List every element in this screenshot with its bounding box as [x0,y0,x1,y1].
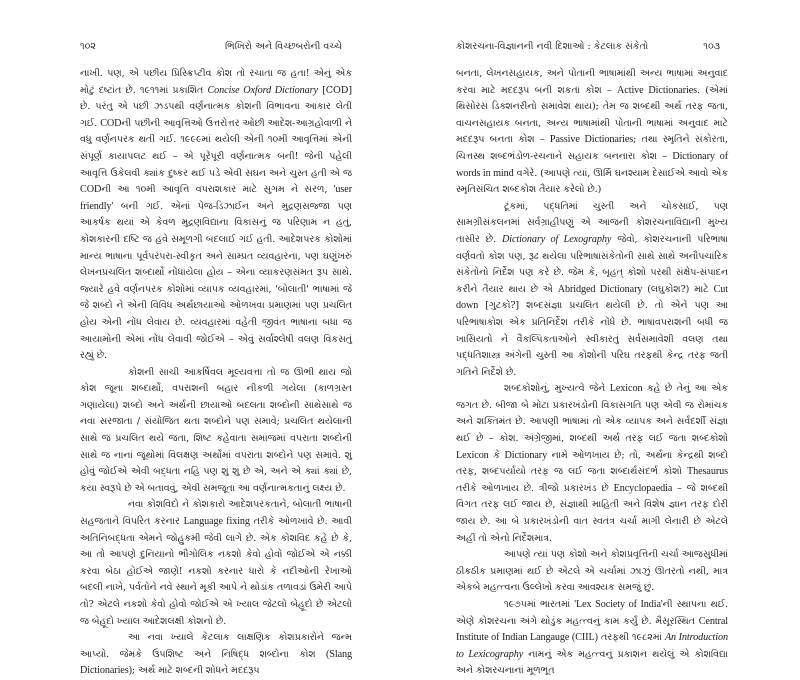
running-head-left [80,41,342,52]
english-term: An Introduction to Lexicography [456,632,728,660]
text-run: તરીકે ઓળખાય છે. ત્રીજો પ્રકારખંડ છે [456,482,614,494]
text-run: [ગુટકો?] શબ્દસંજ્ઞા પ્રચલિત થયેલી છે. તો એને પણ આ પરિભાષાકોશ એક પ્રતિનિર્દેશ તરીકે નોંધે છે. ભાષાવપરાશની બધી જ ખાસિયતો ને વૈકલ્પિકતાઓને સ્વીકારતું સર્વસમાવેશી વલણ તથા પદ્ધતિશાસ્ત્ર અંગેની ચુસ્તી આ કોશોની પરિઘ તરફથી કેન્દ્ર તરફ જતી ગતિને નિર્દેશે છે. [456,300,728,378]
page-number: ૧૦૩ [703,41,720,52]
text-run: તરીકે ઓળખાવે છે. આવી અતિનિબદ્ધતા એમને જોહુકમી જેવી લાગે છે. એક કોશવિદ કહે છે કે, આ તો આપણે દુનિયાનો ભૌગોલિક નકશો કેવો હોવો જોઈએ એ નક્કી કરવા બેઠા હોઈએ જાણે! નકશો કરનાર ધારો કે નદીઓની રેખાઓ બદલી નાખે, પર્વતોને નવે સ્થાને મૂકી આપે ને થોડાંક તળાવડાં ઉમેરી આપે તો? એટલે નકશો કેવો હોવો જોઈએ એ ખ્યાલ જેટલો બેહૂદો છે એટલો જ બેહૂદો ખ્યાલ આદેશલક્ષી કોશનો છે. [80,516,352,627]
text-run: શબ્દકોશોનું, મુખ્યત્વે જેને [504,383,610,395]
text-run: નાખી. પણ, એ પછીય પ્રિસ્ક્રિપ્ટીવ કોશ તો રચાતા જ હતા! એનું એક મોટું દષ્ટાંત છે. ૧૯૧૧માં પ્રકાશિત [80,68,352,96]
text-run: . (એમાં થિસોરસ ડિક્શનરીનો સમાવેશ થાય); તેમ જ શબ્દથી અર્થ તરફ જતા, વાચનસહાયક બનતા, અન્ય ભાષામાંથી પોતાની ભાષામાં અનુવાદ માટે મદદરૂપ બનતા કોશ – [456,84,728,146]
english-term: Central Institute of Indian Langauge (CIIL) [456,615,728,644]
text-run: તરફથી ૧૯૮૨માં [597,632,665,644]
english-term: Abridged Dictionary [557,283,643,295]
text-run: કે [488,449,505,461]
paragraph [456,199,728,382]
body-text [456,66,728,680]
english-term: Dictionary of words in mind [456,150,728,179]
paragraph [80,66,352,365]
paragraph [456,66,728,199]
text-run: જેવો, કોશરચનાની પરિભાષા વર્ણવતો કોશ પણ, રૂઢ થયેલા પરિભાષાસંકેતોની સાથે સાથે અનૌપચારિક સંકેતોનો નિર્દેશ પણ કરે છે. જેમ કે, બૃહત્ કોશો પરથી સંક્ષેપ-સંપાદન કરીને તૈયાર થાય છે એ [456,233,728,295]
english-term: Thesaurus [687,466,728,478]
running-head-right [456,41,720,52]
text-run: આ નવા ખ્યાલે કેટલાક લાક્ષણિક કોશપ્રકારોને જન્મ આપ્યો. જેમકે ઉપશિષ્ટ અને નિષિદ્ધ શબ્દોના કોશ [80,632,352,660]
text-run: કોશની સાચી આકર્ષિવલ મૂલ્યવત્તા તો જ ઊભી થાય જો કોશ જૂના શબ્દાર્થો, વપરાશની બહાર નીકળી ગયેલા (કાળગ્રસ્ત ગણાયેલા) શબ્દો અને અર્થની છાયાઓ બદલતા શબ્દોની સાથેસાથે જ નવા સરજાતા / સંયોજિત થતા શબ્દોને પણ સમાવે; પ્રચલિત થયેલાની સાથે જ પ્રચલિત થયે જતા, શિષ્ટ કહેવાતા સમાજમાં વપરાતા શબ્દોની સાથે જ નાનાં જૂથોમાં વિલક્ષણ અર્થોમાં વપરાતા શબ્દોને પણ સમાવે. શું હોવું જોઈએ એવી બદ્ધતા નહિ પણ શું શું છે એ, અને એ ક્યાં ક્યાં છે, કયા સ્વરૂપે છે એ બતાવવું, એવી સમજૂતા આ વર્ણનાત્મકતાનું લક્ષ્ય છે. [80,366,352,494]
paragraph [456,597,728,680]
english-term: Active Dictionaries [617,84,698,96]
text-run: [COD] છે. પરંતુ એ પછી ઝડપથી વર્ણનાત્મક કોશની વિભાવના આકાર લેતી ગઈ. [80,84,352,129]
text-run: બની ગઈ. એનાં પેજ-ડિઝાઈન અને મુદ્રણસજ્જા પણ આકર્ષક થયાં એ કેવળ મુદ્રણવિદ્યાના વિકાસનું જ પરિણામ ન હતું, કોશકારની દષ્ટિ જ હવે સમૂળગી બદલાઈ ગઈ હતી. આદેશપરક કોશોમાં માન્ય ભાષાના પૂર્વપરંપરા-સ્વીકૃત અને સામ્પ્રત વ્યવહારના, પણ ઘણુંખરું લેખનપ્રચલિત શબ્દાર્થો નોંધાયેલા હોય – એના વ્યાકરણસંમત રૂપ સાથે. જ્યારે હવે વર્ણનપરક કોશોમાં વ્યાપક વ્યવહારમાં, 'બોલાતી' ભાષામાં જે જે શબ્દો ને એની વિવિધ અર્થછાયાઓ ઓળખવા પ્રમાણમાં પણ પ્રચલિત હોય એની નોંધ લેવાય છે. વ્યવહારમાં વહેતી જીવંત ભાષાના બધા જ આયામોની એમાં નોંધ લેવાવી જોઈએ – એવું સર્વાશ્લેષી વલણ વિકસતું રહ્યું છે. [80,200,352,362]
text-run: ની પછીની આવૃત્તિઓ ઉત્તરોત્તર ઓછી આદેશ-આગ્રહોવાળી ને વધુ વર્ણનપરક થતી ગઈ. ૧૯૯૯માં થયેલી એની ૧૦મી આવૃત્તિમાં એની સંપૂર્ણ કાયાપલટ થઈ – એ પૂરેપૂરી વર્ણનાત્મક બની! જેની પહેલી આવૃત્તિ ઉકેલવી ક્યાંક દુષ્કર થઈ પડે એવી સઘન અને ચુસ્ત હતી એ જ [80,117,352,179]
paragraph [456,547,728,597]
running-title: કોશરચના-વિજ્ઞાનની નવી દિશાઓ : કેટલાક સંકેતો [456,41,649,52]
text-run: – જે શબ્દથી વિગત તરફ લઈ જાય છે, સંજ્ઞાથી માહિતી અને વિશેષ જ્ઞાન તરફ દોરી જાય છે. આ બે પ્રકારખંડોની વાત સ્વતંત્ર ચર્ચા માગી લેનારી છે એટલે અહીં તો એનો નિર્દેશમાત્ર. [456,482,729,544]
text-run: આપણે ત્યાં પણ કોશો અને કોશપ્રવૃત્તિની ચર્ચા આજસુધીમાં ઠીકઠીક પ્રમાણમાં થઈ છે એટલે એ ચર્ચામાં ઝાઝું ઊતરતો નથી, માત્ર એકબે મહત્ત્વના ઉલ્લેખો કરવા આવશ્યક સમજું છું. [456,549,728,594]
english-term: Dictionary [504,449,548,461]
text-run: વગેરે. (આપણે ત્યાં, ઊર્મિ ઘનશ્યામ દેસાઈએ આવો એક સ્મૃતિસંચિત શબ્દકોશ તૈયાર કરેલો છે.) [456,167,728,196]
text-run: બનતા, લેખનસહાયક, અને પોતાની ભાષામાંથી અન્ય ભાષામાં અનુવાદ કરવા માટે મદદરૂપ બની શકતા કોશ – [456,68,728,96]
english-term: (Slang Dictionaries) [80,648,352,677]
running-title: ભિખિરો અને વિચ્છબરોની વચ્ચે [225,41,342,52]
english-term: Encyclopaedia [613,482,673,494]
paragraph [80,365,352,498]
text-run: ; તથા સ્મૃતિને સંકોરતા, ચિત્તસ્થ શબ્દભંડોળ-રચનાને સહાયક બનનારા કોશ – [456,134,728,162]
english-term: Concise Oxford Dictionary [207,84,318,96]
text-run: ૧૯૭૫માં ભારતમાં [504,599,575,610]
text-run: ; અર્થ માટે શબ્દની શોધને મદદરૂપ [131,665,260,677]
english-term: 'user friendly' [80,184,352,212]
text-run: નામનું એક મહત્ત્વનું પ્રકાશન થયેલું એ કોશવિદ્યા અને કોશરચનાનાં મૂળભૂત [456,648,728,677]
text-run: ની સ્થાપના થઈ. એણે કોશરચના અંગે થોડુંક મહત્ત્વનું કામ કર્યું છે. મૈસૂરસ્થિત [456,599,728,627]
paragraph [456,381,728,547]
english-term: COD [100,117,122,129]
text-run: (લઘુકોશ?) માટે [642,283,714,295]
english-term: COD [80,184,102,196]
text-run: નામે ઓળખાય છે; તો, અર્થના કેન્દ્રથી શબ્દો તરફ, શબ્દપર્યાયો તરફ જ લઈ જતા શબ્દાર્થસંદર્ભ કોશો [456,449,728,478]
english-term: Dictionary of Lexography [501,233,612,245]
english-term: Lexicon [456,449,489,461]
text-run: કહે છે તેનું આ એક જગત છે. બીજા બે મોટા પ્રકારખંડોની વિકાસગતિ પણ એવી જ રોમાંચક અને શક્તિમંત છે. આપણી ભાષામાં તો એક વ્યાપક અને સર્વદર્શી સંજ્ઞા થઈ છે – કોશ. અંગ્રેજીમાં, શબ્દથી અર્થ તરફ લઈ જતા શબ્દકોશો [456,383,728,445]
english-term: Cut down [456,283,728,312]
text-run: નવા કોશવિદો ને કોશકારો આદેશપરકતાને, બોલાતી ભાષાની સહજતાને વિપરિત કરનાર [80,499,352,528]
text-run: ટૂંકમાં, પદ્ધતિમાં ચુસ્તી અને ચોકસાઈ, પણ સામગ્રીસંકલનમાં સર્વગ્રાહીપણું એ આજની કોશરચનાવિદ્યાની મુખ્ય તાસીર છે. [456,200,728,245]
english-term: Passive Dictionaries [549,134,634,146]
english-term: Lexicon [609,383,643,395]
left-page [0,0,400,677]
paragraph [80,497,352,630]
english-term: 'Lex Society of India' [574,599,663,610]
page-number: ૧૦૨ [80,41,96,52]
right-page [400,0,800,677]
english-term: Language fixing [183,516,250,528]
text-run: ની આ ૧૦મી આવૃત્તિ વપરાશકાર માટે સુગમ ને સરળ, [101,184,334,196]
body-text [80,66,352,680]
paragraph [80,630,352,680]
